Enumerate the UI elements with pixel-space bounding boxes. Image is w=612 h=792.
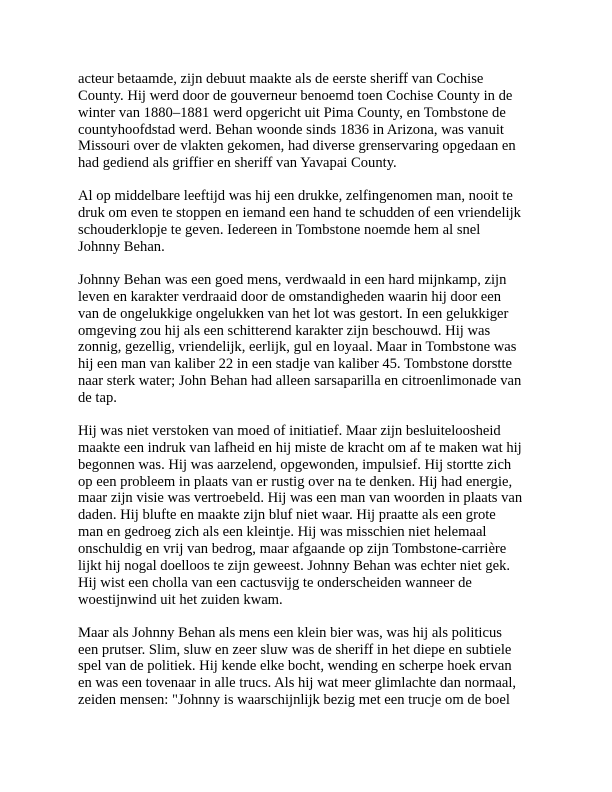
text-line: Johnny Behan. [78, 238, 165, 255]
text-line: had gediend als griffier en sheriff van Yavapai County. [78, 155, 397, 172]
text-line: de tap. [78, 389, 117, 406]
text-line: daden. Hij blufte en maakte zijn bluf niet waar. Hij praatte als een grote [78, 507, 496, 524]
text-line: Missouri over de vlakten gekomen, had diverse grenservaring opgedaan en [78, 138, 516, 155]
text-line: woestijnwind uit het zuiden kwam. [78, 591, 283, 608]
text-line: lijkt hij nogal doelloos te zijn geweest. Johnny Behan was echter niet gek. [78, 557, 511, 574]
paragraph [78, 423, 538, 608]
text-line: acteur betaamde, zijn debuut maakte als de eerste sheriff van Cochise [78, 71, 484, 87]
paragraph [78, 625, 538, 709]
text-line: Hij wist een cholla van een cactusvijg te onderscheiden wanneer de [78, 574, 472, 591]
text-line: County. Hij werd door de gouverneur benoemd toen Cochise County in de [78, 87, 513, 104]
paragraph [78, 272, 538, 407]
text-line: Maar als Johnny Behan als mens een klein bier was, was hij als politicus [78, 624, 502, 641]
text-line: spel van de politiek. Hij kende elke bocht, wending en scherpe hoek ervan [78, 658, 512, 675]
body-text [78, 71, 538, 725]
text-line: maar zijn visie was vertroebeld. Hij was een man van woorden in plaats van [78, 490, 523, 507]
text-line: Hij was niet verstoken van moed of initiatief. Maar zijn besluiteloosheid [78, 423, 501, 440]
text-line: van de ongelukkige ongelukken van het lot was gestort. In een gelukkiger [78, 305, 509, 322]
text-line: zonnig, gezellig, vriendelijk, eerlijk, gul en loyaal. Maar in Tombstone was [78, 339, 517, 356]
text-line: druk om even te stoppen en iemand een hand te schudden of een vriendelijk [78, 205, 521, 222]
text-line: omgeving zou hij als een schitterend karakter zijn beschouwd. Hij was [78, 322, 491, 339]
text-line: hij een man van kaliber 22 in een stadje van kaliber 45. Tombstone dorstte [78, 356, 512, 373]
text-line: Johnny Behan was een goed mens, verdwaald in een hard mijnkamp, zijn [78, 272, 507, 289]
text-line: en was een tovenaar in alle trucs. Als hij wat meer glimlachte dan normaal, [78, 675, 517, 692]
text-line: leven en karakter verdraaid door de omstandigheden waarin hij door een [78, 288, 502, 305]
text-line: onschuldig en vrij van bedrog, maar afgaande op zijn Tombstone-carrière [78, 540, 507, 557]
text-line: schouderklopje te geven. Iedereen in Tombstone noemde hem al snel [78, 222, 481, 239]
text-line: man en gedroeg zich als een kleintje. Hij was misschien niet helemaal [78, 524, 487, 541]
text-line: Al op middelbare leeftijd was hij een drukke, zelfingenomen man, nooit te [78, 188, 513, 205]
text-line: een prutser. Slim, sluw en zeer sluw was de sheriff in het diepe en subtiele [78, 641, 512, 658]
text-line: begonnen was. Hij was aarzelend, opgewonden, impulsief. Hij stortte zich [78, 456, 512, 473]
text-line: countyhoofdstad werd. Behan woonde sinds 1836 in Arizona, was vanuit [78, 121, 504, 138]
paragraph [78, 71, 538, 172]
text-line: zeiden mensen: "Johnny is waarschijnlijk bezig met een trucje om de boel [78, 692, 510, 709]
text-line: winter van 1880–1881 werd opgericht uit Pima County, en Tombstone de [78, 104, 506, 121]
paragraph [78, 188, 538, 255]
text-line: naar sterk water; John Behan had alleen sarsaparilla en citroenlimonade van [78, 373, 522, 390]
text-line: op een probleem in plaats van er rustig over na te denken. Hij had energie, [78, 473, 513, 490]
text-line: maakte een indruk van lafheid en hij miste de kracht om af te maken wat hij [78, 439, 522, 456]
